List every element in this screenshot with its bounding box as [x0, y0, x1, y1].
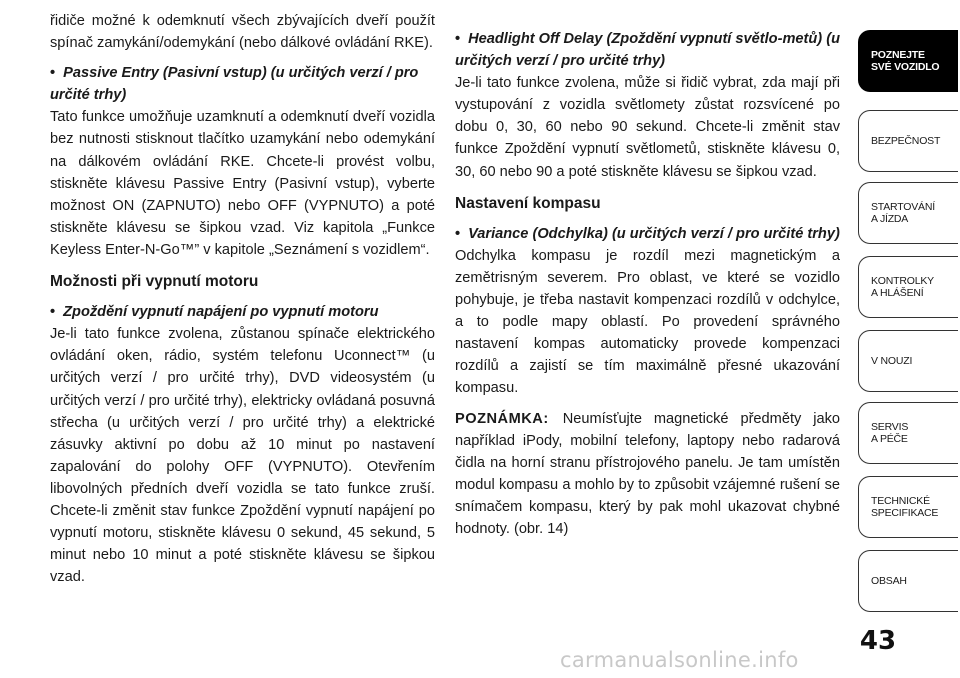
tab-label: KONTROLKY A HLÁŠENÍ — [871, 274, 934, 299]
bullet-icon: • — [455, 31, 461, 47]
tab-label: BEZPEČNOST — [871, 134, 941, 147]
tab-label: V NOUZI — [871, 354, 913, 367]
headlight-title-text: Headlight Off Delay (Zpoždění vypnutí světlo-metů) (u určitých verzí / pro určité trhy) — [455, 31, 841, 70]
bullet-icon: • — [455, 225, 461, 242]
right-column — [455, 10, 840, 540]
headlight-title — [455, 28, 840, 72]
tab-startovani-a-jizda[interactable] — [858, 182, 958, 244]
power-off-delay-title-text: Zpoždění vypnutí napájení po vypnutí motoru — [63, 304, 379, 321]
tab-obsah[interactable] — [858, 550, 958, 612]
compass-heading: Nastavení kompasu — [455, 194, 601, 212]
tab-label: POZNEJTE SVÉ VOZIDLO — [871, 48, 940, 73]
note-label: POZNÁMKA: — [455, 410, 549, 427]
tab-kontrolky-a-hlaseni[interactable] — [858, 256, 958, 318]
headlight-body: Je-li tato funkce zvolena, může si řidič vybrat, zda mají při vystupování z vozidla světlomety zůstat rozsvícené po dobu 0, 30, 60 nebo 90 sekund. Chcete-li změnit stav funkce Zpoždění vypnutí světlometů, stiskněte klávesu 0, 30, 60 nebo 90 a poté stiskněte klávesu se šipkou vzad. — [455, 75, 840, 180]
watermark: carmanualsonline.info — [560, 648, 799, 672]
passive-entry-title — [50, 62, 435, 106]
tab-servis-a-pece[interactable] — [858, 402, 958, 464]
power-off-delay-title — [50, 301, 435, 323]
variance-title-text: Variance (Odchylka) (u určitých verzí / pro určité trhy) — [468, 225, 840, 242]
bullet-icon: • — [50, 65, 56, 82]
left-column — [50, 10, 435, 588]
note-paragraph — [455, 408, 840, 541]
tab-poznejte-sve-vozidlo[interactable] — [858, 30, 958, 92]
tab-bezpecnost[interactable] — [858, 110, 958, 172]
note-body: Neumísťujte magnetické předměty jako například iPody, mobilní telefony, laptopy nebo radarová čidla na horní stranu přístrojového panelu. Je tam umístěn modul kompasu a mohlo by to způsobit vzájemné rušení se snímačem kompasu, který by pak mohl ukazovat chybné hodnoty. (obr. 14) — [455, 410, 840, 537]
chapter-tabs — [858, 0, 960, 640]
page-number: 43 — [859, 626, 897, 656]
bullet-icon: • — [50, 304, 56, 321]
engine-off-heading: Možnosti při vypnutí motoru — [50, 273, 259, 291]
passive-entry-title-text: Passive Entry (Pasivní vstup) (u určitých verzí / pro určité trhy) — [50, 65, 419, 104]
variance-title — [455, 223, 840, 245]
tab-technicke-specifikace[interactable] — [858, 476, 958, 538]
tab-label: TECHNICKÉ SPECIFIKACE — [871, 494, 939, 519]
tab-v-nouzi[interactable] — [858, 330, 958, 392]
power-off-delay-body: Je-li tato funkce zvolena, zůstanou spínače elektrického ovládání oken, rádio, systém telefonu Uconnect™ (u určitých verzí / pro určité trhy), DVD videosystém (u určitých verzí / pro určité trhy), elektricky ovládaná posuvná střecha (u určitých verzí / pro určité trhy) a elektrické zásuvky aktivní po dobu až 10 minut po nastavení zapalování do polohy OFF (VYPNUTO). Otevřením libovolných předních dveří vozidla se tato funkce zruší. Chcete-li změnit stav funkce Zpoždění vypnutí napájení po vypnutí motoru, stiskněte klávesu 0 sekund, 45 sekund, 5 minut nebo 10 minut a poté stiskněte klávesu se šipkou vzad. — [50, 326, 435, 586]
tab-label: STARTOVÁNÍ A JÍZDA — [871, 200, 935, 225]
tab-label: SERVIS A PÉČE — [871, 420, 909, 445]
tab-label: OBSAH — [871, 574, 907, 587]
intro-paragraph: řidiče možné k odemknutí všech zbývajících dveří použít spínač zamykání/odemykání (nebo dálkové ovládání RKE). — [50, 13, 435, 52]
passive-entry-body: Tato funkce umožňuje uzamknutí a odemknutí dveří vozidla bez nutnosti stisknout tlačítko uzamykání nebo odemykání na dálkovém ovládání RKE. Chcete-li provést volbu, stiskněte klávesu Passive Entry (Pasivní vstup), vyberte možnost ON (ZAPNUTO) nebo OFF (VYPNUTO) a poté stiskněte klávesu se šipkou vzad. Viz kapitola „Funkce Keyless Enter-N-Go™” v kapitole „Seznámení s vozidlem“. — [50, 109, 435, 258]
variance-body: Odchylka kompasu je rozdíl mezi magnetickým a zemětrisným severem. Pro oblast, ve které se vozidlo pohybuje, je třeba nastavit kompenzaci rozdílů v odchylce, a to podle mapy oblastí. Po provedení správného nastavení kompas automaticky provede kompenzaci rozdílů a zajistí se tím maximálně přesné ukazování kompasu. — [455, 247, 840, 397]
